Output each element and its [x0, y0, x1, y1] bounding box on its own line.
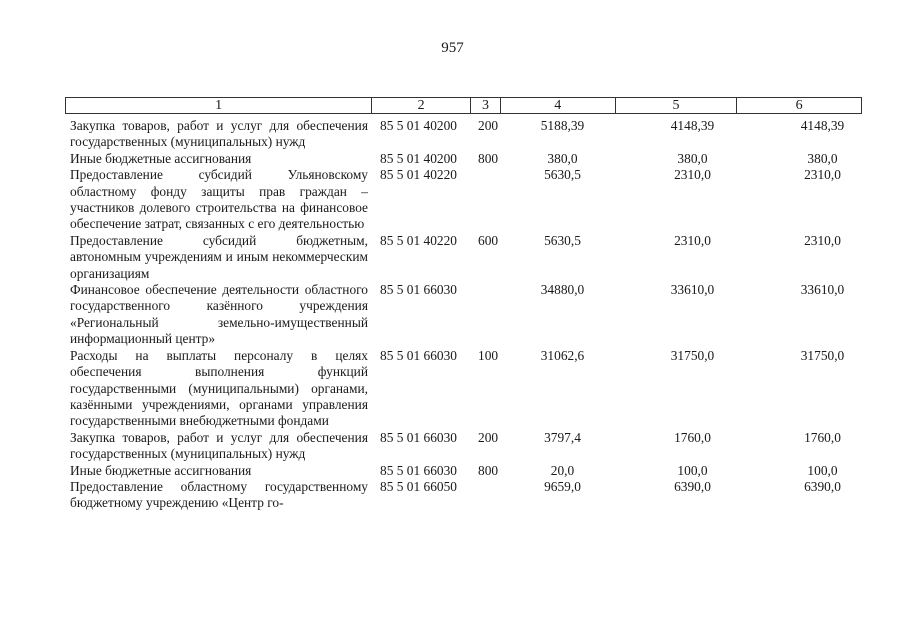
- row-value-col4: 5630,5: [544, 232, 581, 248]
- row-name: Предоставление областному государственному бюджетному учреждению «Центр го-: [70, 478, 368, 511]
- row-value-col4: 3797,4: [544, 429, 581, 445]
- row-name: Закупка товаров, работ и услуг для обеспечения государственных (муниципальных) нужд: [70, 429, 368, 462]
- table-row: [70, 348, 860, 430]
- row-code: 85 5 01 40220: [380, 167, 457, 183]
- row-expense-type: 800: [478, 462, 499, 478]
- row-expense-type: 100: [478, 347, 499, 363]
- row-value-col5: 6390,0: [674, 478, 711, 494]
- table-row: [70, 118, 860, 151]
- row-expense-type: 200: [478, 429, 499, 445]
- row-value-col6: 2310,0: [804, 232, 841, 248]
- row-value-col6: 1760,0: [804, 429, 841, 445]
- page-number: 957: [441, 40, 464, 56]
- row-value-col5: 33610,0: [670, 282, 715, 298]
- header-col-2: 2: [372, 98, 471, 113]
- table-body: [70, 118, 860, 512]
- table-row: [70, 430, 860, 463]
- row-value-col6: 6390,0: [804, 478, 841, 494]
- table-row: [70, 151, 860, 167]
- row-name: Предоставление субсидий бюджетным, автономным учреждениям и иным некоммерческим организациям: [70, 232, 368, 281]
- header-col-5: 5: [616, 98, 738, 113]
- row-value-col4: 5188,39: [540, 118, 585, 133]
- row-value-col5: 31750,0: [670, 347, 715, 363]
- row-code: 85 5 01 66030: [380, 347, 457, 363]
- table-row: [70, 479, 860, 512]
- table-row: [70, 233, 860, 282]
- row-code: 85 5 01 40200: [380, 150, 457, 166]
- header-col-4: 4: [501, 98, 616, 113]
- row-value-col4: 380,0: [547, 150, 578, 166]
- row-name: Иные бюджетные ассигнования: [70, 150, 252, 166]
- row-expense-type: 600: [478, 232, 499, 248]
- row-value-col4: 31062,6: [540, 347, 585, 363]
- row-code: 85 5 01 40200: [380, 118, 457, 133]
- row-value-col5: 4148,39: [670, 118, 715, 133]
- row-value-col6: 4148,39: [800, 118, 845, 133]
- row-value-col5: 100,0: [677, 462, 708, 478]
- row-value-col6: 380,0: [807, 150, 838, 166]
- row-name: Закупка товаров, работ и услуг для обеспечения государственных (муниципальных) нужд: [70, 118, 368, 150]
- row-value-col6: 2310,0: [804, 167, 841, 183]
- row-value-col5: 380,0: [677, 150, 708, 166]
- row-value-col5: 2310,0: [674, 167, 711, 183]
- row-code: 85 5 01 66030: [380, 429, 457, 445]
- row-code: 85 5 01 40220: [380, 232, 457, 248]
- row-expense-type: 200: [478, 118, 499, 133]
- row-value-col6: 33610,0: [800, 282, 845, 298]
- row-value-col4: 9659,0: [544, 478, 581, 494]
- header-col-6: 6: [795, 98, 803, 113]
- row-code: 85 5 01 66030: [380, 462, 457, 478]
- row-value-col5: 1760,0: [674, 429, 711, 445]
- table-row: [70, 167, 860, 233]
- row-name: Предоставление субсидий Ульяновскому областному фонду защиты прав граждан – участников долевого строительства на финансовое обеспечение затрат, связанных с его деятельностью: [70, 167, 368, 232]
- header-col-3: 3: [471, 98, 501, 113]
- row-value-col6: 100,0: [807, 462, 838, 478]
- row-name: Иные бюджетные ассигнования: [70, 462, 252, 478]
- table-header: [65, 97, 862, 114]
- row-name: Расходы на выплаты персоналу в целях обеспечения выполнения функций государственными (муниципальными) органами, казёнными учреждениями, органами управления государственными внебюджетными фондами: [70, 347, 368, 429]
- row-value-col4: 5630,5: [544, 167, 581, 183]
- row-code: 85 5 01 66030: [380, 282, 457, 298]
- row-value-col4: 34880,0: [540, 282, 585, 298]
- row-code: 85 5 01 66050: [380, 478, 457, 494]
- row-expense-type: 800: [478, 150, 499, 166]
- row-value-col4: 20,0: [550, 462, 575, 478]
- row-value-col5: 2310,0: [674, 232, 711, 248]
- table-row: [70, 282, 860, 348]
- table-row: [70, 463, 860, 479]
- row-name: Финансовое обеспечение деятельности областного государственного казённого учреждения «Региональный земельно-имущественный информационный центр»: [70, 282, 368, 347]
- header-col-1: 1: [66, 98, 372, 113]
- row-value-col6: 31750,0: [800, 347, 845, 363]
